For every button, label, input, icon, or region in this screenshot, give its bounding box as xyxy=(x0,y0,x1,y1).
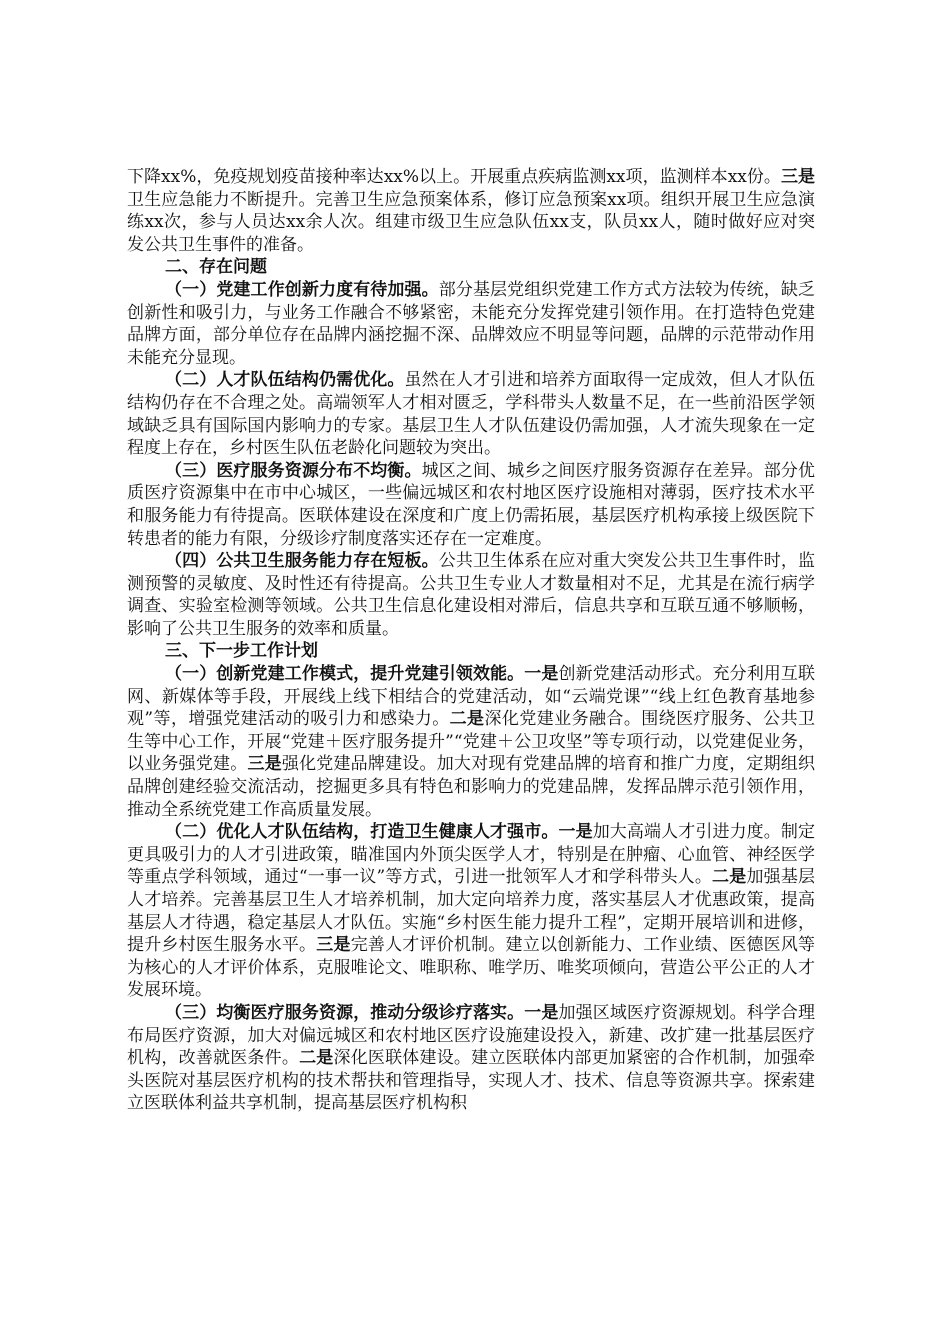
bold-text-run: （三）均衡医疗服务资源，推动分级诊疗落实。一是 xyxy=(165,1002,559,1023)
bold-text-run: 二是 xyxy=(712,867,747,888)
text-run: 加大高端人才引进力度。制定更具吸引力的人才引进政策，瞄准国内外顶尖医学人才，特别是在肿瘤、心血管、神经医学等重点学科领域，通过“一事一议”等方式，引进一批领军人才和学科带头人。 xyxy=(127,822,816,888)
bold-text-run: （二）优化人才队伍结构，打造卫生健康人才强市。一是 xyxy=(165,822,593,843)
bold-text-run: （二）人才队伍结构仍需优化。 xyxy=(165,370,405,391)
text-run: 创新党建活动形式。充分利用互联网、新媒体等手段，开展线上线下相结合的党建活动，如“云端党课”“线上红色教育基地参观”等，增强党建活动的吸引力和感染力。 xyxy=(127,664,816,730)
body-paragraph xyxy=(127,369,815,459)
section-heading xyxy=(127,256,815,279)
bold-text-run: （三）医疗服务资源分布不均衡。 xyxy=(165,460,422,481)
bold-text-run: 二是 xyxy=(449,709,485,730)
body-paragraph xyxy=(127,550,815,640)
text-run: 加强基层人才培养。完善基层卫生人才培养机制，加大定向培养力度，落实基层人才优惠政策，提高基层人才待遇，稳定基层人才队伍。实施“乡村医生能力提升工程”，定期开展培训和进修，提升乡村医生服务水平。 xyxy=(127,867,816,956)
bold-text-run: 三是 xyxy=(316,935,351,956)
text-run: 加强区域医疗资源规划。科学合理布局医疗资源，加大对偏远城区和农村地区医疗设施建设投入，新建、改扩建一批基层医疗机构，改善就医条件。 xyxy=(127,1002,816,1069)
body-paragraph xyxy=(127,460,815,550)
bold-text-run: 三、下一步工作计划 xyxy=(165,641,318,662)
body-paragraph xyxy=(127,663,815,821)
text-run: 公共卫生体系在应对重大突发公共卫生事件时，监测预警的灵敏度、及时性还有待提高。公共卫生专业人才数量相对不足，尤其是在流行病学调查、实验室检测等领域。公共卫生信息化建设相对滞后，信息共享和互联互通不够顺畅，影响了公共卫生服务的效率和质量。 xyxy=(127,551,816,639)
text-run: 完善人才评价机制。建立以创新能力、工作业绩、医德医风等为核心的人才评价体系，克服唯论文、唯职称、唯学历、唯奖项倾向，营造公平公正的人才发展环境。 xyxy=(127,935,816,1001)
text-run: 虽然在人才引进和培养方面取得一定成效，但人才队伍结构仍存在不合理之处。高端领军人才相对匮乏，学科带头人数量不足，在一些前沿医学领域缺乏具有国际国内影响力的专家。基层卫生人才队伍建设仍需加强，人才流失现象在一定程度上存在，乡村医生队伍老龄化问题较为突出。 xyxy=(127,370,816,459)
text-run: 强化党建品牌建设。加大对现有党建品牌的培育和推广力度，定期组织品牌创建经验交流活动，挖掘更多具有特色和影响力的党建品牌，发挥品牌示范引领作用，推动全系统党建工作高质量发展。 xyxy=(127,754,816,820)
bold-text-run: （四）公共卫生服务能力存在短板。 xyxy=(165,551,439,572)
text-run: 深化医联体建设。建立医联体内部更加紧密的合作机制，加强牵头医院对基层医疗机构的技术帮扶和管理指导，实现人才、技术、信息等资源共享。探索建立医联体利益共享机制，提高基层医疗机构积 xyxy=(127,1048,816,1114)
text-run: 深化党建业务融合。围绕医疗服务、公共卫生等中心工作，开展“党建＋医疗服务提升”“党建＋公卫攻坚”等专项行动，以党建促业务，以业务强党建。 xyxy=(127,709,816,775)
body-paragraph xyxy=(127,279,815,369)
text-run: 卫生应急能力不断提升。完善卫生应急预案体系，修订应急预案xx项。组织开展卫生应急演练xx次，参与人员达xx余人次。组建市级卫生应急队伍xx支，队员xx人，随时做好应对突发公共卫生事件的准备。 xyxy=(127,189,815,255)
text-run: 下降xx%，免疫规划疫苗接种率达xx%以上。开展重点疾病监测xx项，监测样本xx份。 xyxy=(127,167,781,187)
bold-text-run: 二、存在问题 xyxy=(165,257,267,278)
bold-text-run: 二是 xyxy=(299,1048,334,1069)
section-heading xyxy=(127,640,815,663)
text-run: 部分基层党组织党建工作方式方法较为传统，缺乏创新性和吸引力，与业务工作融合不够紧密，未能充分发挥党建引领作用。在打造特色党建品牌方面，部分单位存在品牌内涵挖掘不深、品牌效应不明显等问题，品牌的示范带动作用未能充分显现。 xyxy=(127,279,816,368)
bold-text-run: （一）创新党建工作模式，提升党建引领效能。一是 xyxy=(165,664,559,685)
bold-text-run: （一）党建工作创新力度有待加强。 xyxy=(165,279,439,300)
body-paragraph xyxy=(127,821,815,1002)
text-run: 城区之间、城乡之间医疗服务资源存在差异。部分优质医疗资源集中在市中心城区，一些偏远城区和农村地区医疗设施相对薄弱，医疗技术水平和服务能力有待提高。医联体建设在深度和广度上仍需拓展，基层医疗机构承接上级医院下转患者的能力有限，分级诊疗制度落实还存在一定难度。 xyxy=(127,460,816,549)
document-page xyxy=(127,166,815,1115)
bold-text-run: 三是 xyxy=(780,167,815,187)
body-paragraph xyxy=(127,166,815,256)
body-paragraph xyxy=(127,1002,815,1115)
bold-text-run: 三是 xyxy=(247,754,282,775)
